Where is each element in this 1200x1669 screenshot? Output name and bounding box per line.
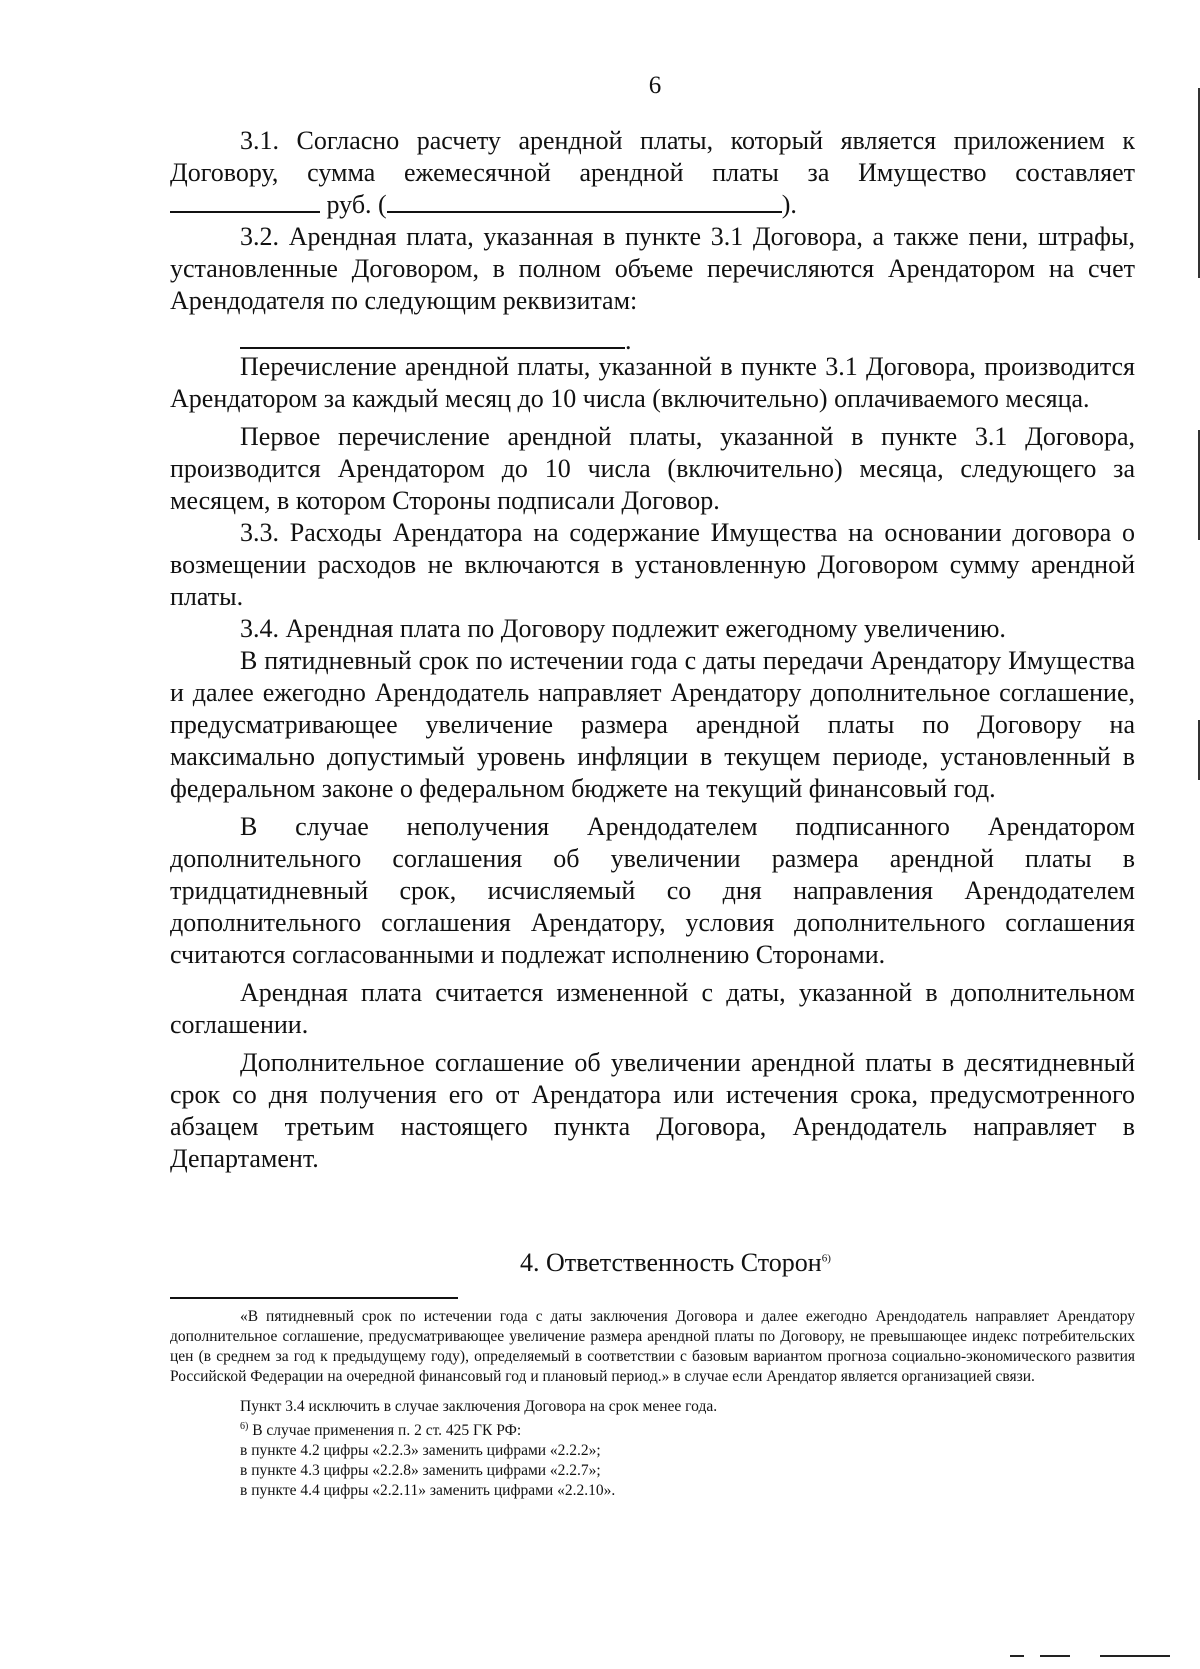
section-title-text: 4. Ответственность Сторон [520,1248,822,1277]
requisites-line [170,317,1135,355]
clause-3-3: 3.3. Расходы Арендатора на содержание Имущества на основании договора о возмещении расходов не включаются в установленную Договором сумму арендной платы. [170,518,1135,611]
clause-3-1 [170,125,1135,221]
section-title-footnote-ref: 6) [821,1252,831,1265]
requisites-end: . [625,326,632,355]
clause-3-1-text: 3.1. Согласно расчету арендной платы, который является приложением к Договору, сумма ежемесячной арендной платы за Имущество составляет [170,126,1135,187]
clause-3-2: 3.2. Арендная плата, указанная в пункте 3.1 Договора, а также пени, штрафы, установленные Договором, в полном объеме перечисляются Арендатором на счет Арендодателя по следующим реквизитам: [170,222,1135,315]
amount-words-blank [387,189,782,213]
currency-label: руб. ( [326,190,387,219]
document-body [170,125,1135,1175]
clause-3-4: 3.4. Арендная плата по Договору подлежит ежегодному увеличению. [240,614,1006,643]
amount-blank [170,189,320,213]
footnote-6-line-3: в пункте 4.4 цифры «2.2.11» заменить цифрами «2.2.10». [240,1482,616,1500]
additional-agreement-paragraph: Дополнительное соглашение об увеличении арендной платы в десятидневный срок со дня получения его от Арендатора или истечения срока, предусмотренного абзацем третьим настоящего пункта Договора, Арендодатель направляет в Департамент. [170,1048,1135,1173]
section-title [520,1248,831,1278]
non-receipt-paragraph: В случае неполучения Арендодателем подписанного Арендатором дополнительного соглашения об увеличении размера арендной платы в тридцатидневный срок, исчисляемый со дня направления Арендодателем дополнительного соглашения Арендатору, условия дополнительного соглашения считаются согласованными и подлежат исполнению Сторонами. [170,812,1135,969]
footnote-6-line-2: в пункте 4.3 цифры «2.2.8» заменить цифрами «2.2.7»; [240,1462,601,1480]
footnote-6-text: В случае применения п. 2 ст. 425 ГК РФ: [248,1422,522,1440]
changed-rent-paragraph: Арендная плата считается измененной с даты, указанной в дополнительном соглашении. [170,978,1135,1039]
scan-corner-mark [1040,1655,1070,1657]
page-number: 6 [648,72,662,99]
requisites-blank [240,325,625,349]
scan-corner-mark [1010,1655,1024,1657]
footnote-divider [170,1297,458,1299]
footnote-6 [170,1417,1135,1441]
five-day-paragraph: В пятидневный срок по истечении года с даты передачи Арендатору Имущества и далее ежегодно Арендодатель направляет Арендатору дополнительное соглашение, предусматривающее увеличение размера арендной платы по Договору на максимально допустимый уровень инфляции в текущем периоде, установленный в федеральном законе о федеральном бюджете на текущий финансовый год. [170,646,1135,803]
footnote-exclude: Пункт 3.4 исключить в случае заключения Договора на срок менее года. [240,1398,718,1415]
footnote-6-ref: 6) [240,1421,249,1432]
scan-corner-mark [1100,1655,1170,1657]
transfer-paragraph: Перечисление арендной платы, указанной в пункте 3.1 Договора, производится Арендатором за каждый месяц до 10 числа (включительно) оплачиваемого месяца. [170,352,1135,413]
first-transfer-paragraph: Первое перечисление арендной платы, указанной в пункте 3.1 Договора, производится Арендатором до 10 числа (включительно) месяца, следующего за месяцем, в котором Стороны подписали Договор. [170,422,1135,515]
footnotes [170,1307,1135,1501]
footnote-6-line-1: в пункте 4.2 цифры «2.2.3» заменить цифрами «2.2.2»; [240,1442,601,1460]
clause-3-1-close: ). [781,190,797,219]
footnote-quote: «В пятидневный срок по истечении года с даты заключения Договора и далее ежегодно Арендодатель направляет Арендатору дополнительное соглашение, предусматривающее увеличение размера арендной платы по Договору, не превышающее индекс потребительских цен (в среднем за год к предыдущему году), определяемый в соответствии с базовым вариантом прогноза социально-экономического развития Российской Федерации на очередной финансовый год и плановый период.» в случае если Арендатор является организацией связи. [170,1308,1135,1385]
